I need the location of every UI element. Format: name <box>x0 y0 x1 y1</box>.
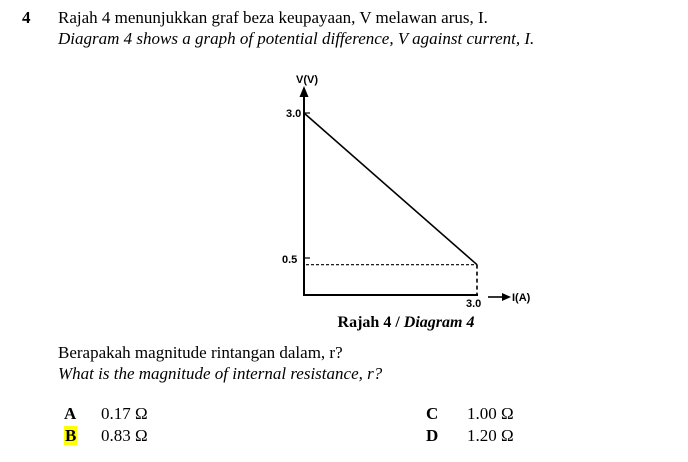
option-letter: D <box>426 426 439 445</box>
y-axis-arrow <box>300 86 309 97</box>
option-c[interactable] <box>426 404 438 424</box>
x-tick-label: 3.0 <box>466 298 482 310</box>
question-text-english: Diagram 4 shows a graph of potential difference, V against current, I. <box>58 29 535 48</box>
option-d[interactable] <box>426 426 438 446</box>
x-label-arrow <box>502 293 511 301</box>
diagram-caption <box>0 314 688 332</box>
option-letter: C <box>426 404 439 423</box>
option-letter-highlighted: B <box>65 426 77 445</box>
option-a[interactable] <box>64 404 76 424</box>
prompt-english: What is the magnitude of internal resistance, r? <box>58 364 383 383</box>
y-axis-label: V(V) <box>296 74 318 86</box>
option-d-value: 1.20 Ω <box>467 426 514 445</box>
caption-malay: Rajah 4 / <box>337 314 400 331</box>
option-b-value: 0.83 Ω <box>101 426 148 445</box>
series-line <box>304 113 477 265</box>
y-tick-label-high: 3.0 <box>286 108 302 120</box>
option-letter: A <box>64 404 77 423</box>
option-c-value: 1.00 Ω <box>467 404 514 423</box>
chart-series <box>304 113 477 295</box>
x-axis-label: I(A) <box>512 292 531 304</box>
caption-english: Diagram 4 <box>403 314 475 331</box>
y-tick-label-low: 0.5 <box>282 254 298 266</box>
option-b[interactable] <box>64 426 77 446</box>
question-text-malay: Rajah 4 menunjukkan graf beza keupayaan, V melawan arus, I. <box>58 8 488 27</box>
question-number: 4 <box>22 8 31 27</box>
prompt-malay: Berapakah magnitude rintangan dalam, r? <box>58 343 343 362</box>
option-a-value: 0.17 Ω <box>101 404 148 423</box>
